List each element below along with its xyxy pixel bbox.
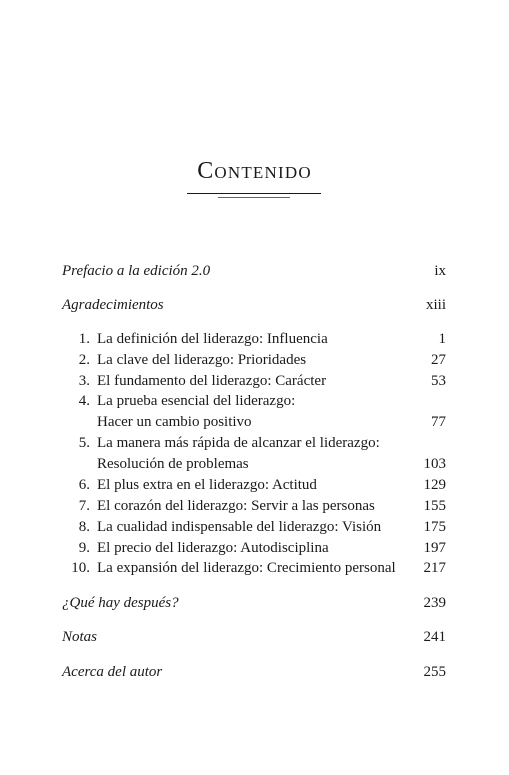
chapter-title: La clave del liderazgo: Prioridades bbox=[97, 352, 307, 368]
chapter-number: 5. bbox=[78, 435, 90, 451]
chapter-number: 3. bbox=[78, 373, 90, 389]
chapter-page: 27 bbox=[431, 352, 446, 368]
toc-entry-page: xiii bbox=[425, 297, 446, 313]
toc-entry-acerca-del-autor[interactable] bbox=[62, 661, 446, 683]
chapter-number: 6. bbox=[78, 477, 90, 493]
chapter-title: La manera más rápida de alcanzar el liderazgo: bbox=[97, 435, 380, 451]
chapter-title: El precio del liderazgo: Autodisciplina bbox=[97, 540, 329, 556]
toc-chapter-8[interactable] bbox=[62, 516, 446, 538]
chapter-page: 103 bbox=[423, 456, 446, 472]
toc-entry-label: Prefacio a la edición 2.0 bbox=[62, 263, 211, 279]
chapter-number: 1. bbox=[78, 331, 90, 347]
toc-chapter-4[interactable] bbox=[62, 390, 446, 412]
toc-entry-page: 255 bbox=[423, 664, 446, 680]
chapter-number: 4. bbox=[78, 393, 90, 409]
chapter-title: La cualidad indispensable del liderazgo: Visión bbox=[97, 519, 382, 535]
toc-chapter-5-cont[interactable] bbox=[62, 453, 446, 475]
chapter-page: 175 bbox=[423, 519, 446, 535]
toc-entry-label: Agradecimientos bbox=[62, 297, 164, 313]
chapter-page: 217 bbox=[423, 560, 446, 576]
chapter-page: 1 bbox=[438, 331, 446, 347]
chapter-title: La expansión del liderazgo: Crecimiento personal bbox=[97, 560, 396, 576]
title-underline bbox=[187, 193, 321, 194]
chapter-title: El corazón del liderazgo: Servir a las personas bbox=[97, 498, 375, 514]
chapter-page: 197 bbox=[423, 540, 446, 556]
toc-chapter-4-cont[interactable] bbox=[62, 411, 446, 433]
page-title: Contenido bbox=[197, 158, 312, 184]
chapter-page: 53 bbox=[431, 373, 446, 389]
toc-entry-page: 239 bbox=[423, 595, 446, 611]
chapter-title: El plus extra en el liderazgo: Actitud bbox=[97, 477, 317, 493]
toc-entry-label: Acerca del autor bbox=[62, 664, 163, 680]
chapter-title-continued: Hacer un cambio positivo bbox=[97, 414, 252, 430]
toc-entry-prefacio[interactable] bbox=[62, 260, 446, 282]
chapter-number: 2. bbox=[78, 352, 90, 368]
toc-chapter-3[interactable] bbox=[62, 370, 446, 392]
toc-entry-page: 241 bbox=[423, 629, 446, 645]
toc-chapter-9[interactable] bbox=[62, 537, 446, 559]
toc-chapter-7[interactable] bbox=[62, 495, 446, 517]
chapter-title: La definición del liderazgo: Influencia bbox=[97, 331, 328, 347]
toc-entry-notas[interactable] bbox=[62, 626, 446, 648]
chapter-title: La prueba esencial del liderazgo: bbox=[97, 393, 296, 409]
chapter-title: El fundamento del liderazgo: Carácter bbox=[97, 373, 327, 389]
chapter-number: 10. bbox=[71, 560, 90, 576]
toc-entry-label: Notas bbox=[62, 629, 98, 645]
title-underline-secondary bbox=[218, 197, 290, 198]
toc-chapter-10[interactable] bbox=[62, 557, 446, 579]
toc-entry-label: ¿Qué hay después? bbox=[62, 595, 179, 611]
toc-chapter-6[interactable] bbox=[62, 474, 446, 496]
toc-entry-page: ix bbox=[434, 263, 446, 279]
toc-entry-que-hay-despues[interactable] bbox=[62, 592, 446, 614]
toc-entry-agradecimientos[interactable] bbox=[62, 294, 446, 316]
chapter-number: 8. bbox=[78, 519, 90, 535]
chapter-number: 7. bbox=[78, 498, 90, 514]
chapter-page: 77 bbox=[431, 414, 446, 430]
toc-chapter-5[interactable] bbox=[62, 432, 446, 454]
chapter-number: 9. bbox=[78, 540, 90, 556]
chapter-title-continued: Resolución de problemas bbox=[97, 456, 249, 472]
chapter-page: 155 bbox=[423, 498, 446, 514]
toc-chapter-2[interactable] bbox=[62, 349, 446, 371]
chapter-page: 129 bbox=[423, 477, 446, 493]
toc-chapter-1[interactable] bbox=[62, 328, 446, 350]
